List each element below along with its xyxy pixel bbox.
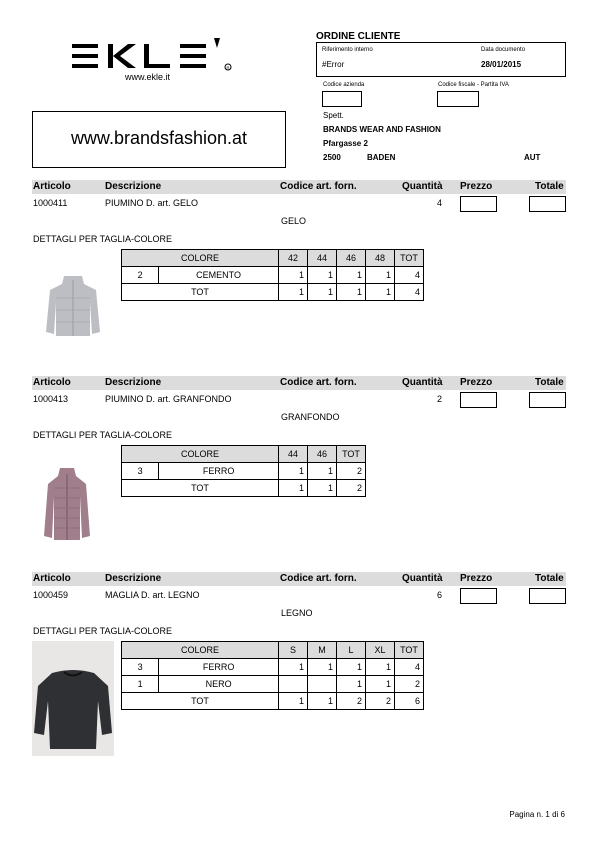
row-color: CEMENTO	[159, 267, 279, 284]
tot-label: TOT	[122, 693, 279, 710]
total-field[interactable]	[529, 588, 566, 604]
row-size-qty: 1	[366, 267, 395, 284]
colore-header: COLORE	[122, 642, 279, 659]
row-size-qty	[279, 676, 308, 693]
size-total: 1	[337, 284, 366, 301]
row-color: FERRO	[159, 463, 279, 480]
size-table-row	[122, 267, 424, 284]
row-size-qty: 1	[279, 267, 308, 284]
item-header-bar	[32, 572, 566, 586]
header-articolo: Articolo	[33, 377, 71, 388]
item-header-bar	[32, 376, 566, 390]
svg-text:R: R	[226, 65, 230, 70]
size-total: 1	[366, 284, 395, 301]
item-description: PIUMINO D. art. GELO	[105, 198, 199, 208]
item-quantity: 6	[436, 590, 442, 600]
size-header: L	[337, 642, 366, 659]
supplier-code: LEGNO	[281, 608, 313, 618]
row-number: 1	[122, 676, 159, 693]
size-total: 1	[279, 693, 308, 710]
details-label: DETTAGLI PER TAGLIA-COLORE	[33, 430, 173, 440]
header-totale: Totale	[535, 573, 564, 584]
row-size-qty: 1	[308, 463, 337, 480]
jacket-icon	[44, 274, 102, 338]
addr-zip: 2500	[323, 153, 341, 162]
sweater-icon	[32, 641, 114, 756]
row-color: NERO	[159, 676, 279, 693]
tot-label: TOT	[122, 284, 279, 301]
size-table-total-row	[122, 284, 424, 301]
supplier-code: GRANFONDO	[281, 412, 340, 422]
price-field[interactable]	[460, 588, 497, 604]
size-header: M	[308, 642, 337, 659]
company-code-field[interactable]	[322, 91, 362, 107]
size-table-header	[122, 642, 424, 659]
ekle-logo	[70, 36, 240, 76]
item-quantity: 4	[436, 198, 442, 208]
size-header: 48	[366, 250, 395, 267]
header-quantita: Quantità	[402, 377, 443, 388]
size-header: 44	[308, 250, 337, 267]
header-articolo: Articolo	[33, 573, 71, 584]
header-descrizione: Descrizione	[105, 181, 162, 192]
details-label: DETTAGLI PER TAGLIA-COLORE	[33, 626, 173, 636]
size-color-table	[121, 249, 424, 301]
size-header: S	[279, 642, 308, 659]
size-table-total-row	[122, 480, 366, 497]
total-field[interactable]	[529, 196, 566, 212]
row-total: 4	[395, 659, 424, 676]
tot-header: TOT	[337, 446, 366, 463]
row-size-qty: 1	[337, 267, 366, 284]
row-size-qty: 1	[308, 267, 337, 284]
addr-country: AUT	[524, 153, 541, 162]
spett-label: Spett.	[323, 111, 344, 120]
header-codice: Codice art. forn.	[280, 377, 357, 388]
row-size-qty	[308, 676, 337, 693]
details-label: DETTAGLI PER TAGLIA-COLORE	[33, 234, 173, 244]
row-size-qty: 1	[279, 659, 308, 676]
size-table-header	[122, 446, 366, 463]
size-table-header	[122, 250, 424, 267]
coat-icon	[42, 466, 92, 542]
header-descrizione: Descrizione	[105, 377, 162, 388]
row-color: FERRO	[159, 659, 279, 676]
row-number: 3	[122, 463, 159, 480]
size-total: 1	[308, 693, 337, 710]
tax-code-field[interactable]	[437, 91, 479, 107]
row-size-qty: 1	[279, 463, 308, 480]
customer-brand-text: www.brandsfashion.at	[70, 128, 248, 148]
size-total: 1	[279, 284, 308, 301]
addr-city: BADEN	[367, 153, 396, 162]
row-total: 4	[395, 267, 424, 284]
row-size-qty: 1	[366, 659, 395, 676]
size-table-row	[122, 659, 424, 676]
size-header: 46	[337, 250, 366, 267]
grand-total: 6	[395, 693, 424, 710]
addr-name: BRANDS WEAR AND FASHION	[323, 125, 441, 134]
size-total: 1	[308, 480, 337, 497]
header-totale: Totale	[535, 181, 564, 192]
item-description: MAGLIA D. art. LEGNO	[105, 590, 200, 600]
customer-brand-box	[32, 111, 286, 168]
header-prezzo: Prezzo	[460, 181, 493, 192]
page-number: Pagina n. 1 di 6	[509, 810, 565, 819]
order-title: ORDINE CLIENTE	[316, 31, 401, 42]
ref-value: #Error	[322, 60, 345, 69]
size-header: 44	[279, 446, 308, 463]
header-articolo: Articolo	[33, 181, 71, 192]
size-color-table	[121, 641, 424, 710]
row-size-qty: 1	[308, 659, 337, 676]
item-description: PIUMINO D. art. GRANFONDO	[105, 394, 232, 404]
size-header: 42	[279, 250, 308, 267]
header-codice: Codice art. forn.	[280, 181, 357, 192]
row-total: 2	[337, 463, 366, 480]
row-number: 3	[122, 659, 159, 676]
size-total: 2	[366, 693, 395, 710]
size-total: 1	[308, 284, 337, 301]
header-descrizione: Descrizione	[105, 573, 162, 584]
item-code: 1000459	[33, 590, 69, 600]
price-field[interactable]	[460, 392, 497, 408]
tot-header: TOT	[395, 250, 424, 267]
tot-label: TOT	[122, 480, 279, 497]
ref-label: Riferimento interno	[322, 47, 373, 53]
size-header: 46	[308, 446, 337, 463]
total-field[interactable]	[529, 392, 566, 408]
row-size-qty: 1	[337, 659, 366, 676]
header-quantita: Quantità	[402, 573, 443, 584]
header-prezzo: Prezzo	[460, 377, 493, 388]
date-label: Data documento	[481, 47, 526, 53]
addr-street: Pfargasse 2	[323, 139, 368, 148]
size-color-table	[121, 445, 366, 497]
tot-header: TOT	[395, 642, 424, 659]
header-codice: Codice art. forn.	[280, 573, 357, 584]
size-total: 1	[279, 480, 308, 497]
row-size-qty: 1	[366, 676, 395, 693]
item-code: 1000411	[33, 198, 68, 208]
size-table-total-row	[122, 693, 424, 710]
header-prezzo: Prezzo	[460, 573, 493, 584]
item-quantity: 2	[436, 394, 442, 404]
colore-header: COLORE	[122, 250, 279, 267]
row-total: 2	[395, 676, 424, 693]
company-code-label: Codice azienda	[323, 82, 365, 88]
date-value: 28/01/2015	[481, 60, 522, 69]
size-table-row	[122, 463, 366, 480]
row-number: 2	[122, 267, 159, 284]
item-code: 1000413	[33, 394, 69, 404]
grand-total: 4	[395, 284, 424, 301]
supplier-code: GELO	[281, 216, 307, 226]
item-header-bar	[32, 180, 566, 194]
grand-total: 2	[337, 480, 366, 497]
row-size-qty: 1	[337, 676, 366, 693]
header-quantita: Quantità	[402, 181, 443, 192]
colore-header: COLORE	[122, 446, 279, 463]
size-header: XL	[366, 642, 395, 659]
tax-code-label: Codice fiscale - Partita IVA	[438, 82, 509, 88]
size-total: 2	[337, 693, 366, 710]
header-totale: Totale	[535, 377, 564, 388]
price-field[interactable]	[460, 196, 497, 212]
size-table-row	[122, 676, 424, 693]
reference-box	[316, 42, 566, 77]
logo-url: www.ekle.it	[125, 72, 171, 82]
